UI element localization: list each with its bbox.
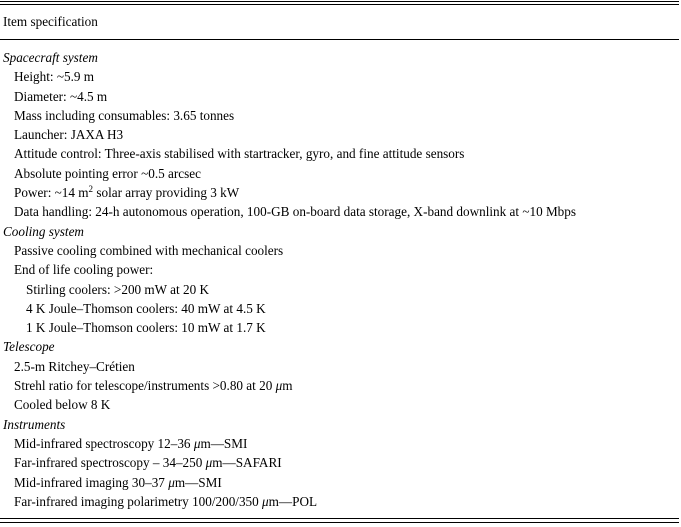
instrument-suffix: m—SMI — [174, 474, 222, 490]
power-prefix: Power: ~14 m — [14, 185, 89, 201]
strehl-unit: μ — [275, 378, 283, 394]
spec-row: Data handling: 24-h autonomous operation, 100-GB on-board data storage, X-band downlink at ~10 Mbps — [14, 204, 577, 220]
strehl-prefix: Strehl ratio for telescope/instruments >0.80 at 20 — [14, 378, 276, 394]
spec-row: Attitude control: Three-axis stabilised with startracker, gyro, and fine attitude sensors — [14, 146, 465, 162]
spec-row-instrument — [0, 434, 681, 453]
instrument-suffix: m—SAFARI — [212, 455, 282, 471]
instrument-prefix: Mid-infrared spectroscopy 12–36 — [14, 435, 194, 451]
section-title-cooling: Cooling system — [3, 223, 84, 239]
spec-row: 2.5-m Ritchey–Crétien — [14, 358, 135, 374]
section-title-spacecraft: Spacecraft system — [3, 50, 98, 65]
instrument-unit: μ — [168, 474, 175, 490]
instrument-prefix: Far-infrared spectroscopy – 34–250 — [14, 455, 206, 471]
spec-subrow: Stirling coolers: >200 mW at 20 K — [26, 281, 210, 297]
spec-row: Launcher: JAXA H3 — [14, 127, 124, 143]
spec-row: Cooled below 8 K — [14, 397, 111, 413]
table-header: Item specification — [3, 14, 98, 29]
spec-subrow: 1 K Joule–Thomson coolers: 10 mW at 1.7 K — [26, 320, 266, 336]
bottom-rule-outer — [0, 522, 679, 523]
spec-row: Absolute pointing error ~0.5 arcsec — [14, 165, 201, 181]
power-exponent: 2 — [88, 184, 94, 195]
table-body — [0, 48, 681, 511]
instrument-unit: μ — [262, 493, 269, 509]
section-title-telescope: Telescope — [3, 339, 55, 355]
spec-row: Passive cooling combined with mechanical coolers — [14, 242, 284, 258]
instrument-unit: μ — [193, 435, 201, 451]
spec-row-instrument — [0, 473, 681, 492]
header-rule — [0, 39, 679, 40]
spec-row-instrument — [0, 492, 681, 511]
spec-row: Mass including consumables: 3.65 tonnes — [14, 107, 235, 123]
spec-row-instrument — [0, 453, 681, 472]
top-rule-inner — [0, 4, 679, 5]
instrument-unit: μ — [205, 455, 213, 471]
spec-row: Height: ~5.9 m — [14, 69, 95, 85]
section-title-instruments: Instruments — [3, 416, 66, 432]
spec-subrow: 4 K Joule–Thomson coolers: 40 mW at 4.5 K — [26, 300, 266, 316]
spec-row: Diameter: ~4.5 m — [14, 88, 108, 104]
instrument-prefix: Mid-infrared imaging 30–37 — [14, 474, 169, 490]
top-rule-outer — [0, 1, 679, 2]
instrument-suffix: m—SMI — [200, 435, 248, 451]
power-suffix: solar array providing 3 kW — [93, 185, 240, 201]
spec-row-strehl — [0, 376, 681, 395]
strehl-suffix: m — [282, 378, 293, 394]
spec-row: End of life cooling power: — [14, 262, 154, 278]
spec-row-power — [0, 183, 681, 202]
instrument-prefix: Far-infrared imaging polarimetry 100/200/350 — [14, 493, 263, 509]
bottom-rule-inner — [0, 518, 679, 519]
instrument-suffix: m—POL — [268, 493, 318, 509]
